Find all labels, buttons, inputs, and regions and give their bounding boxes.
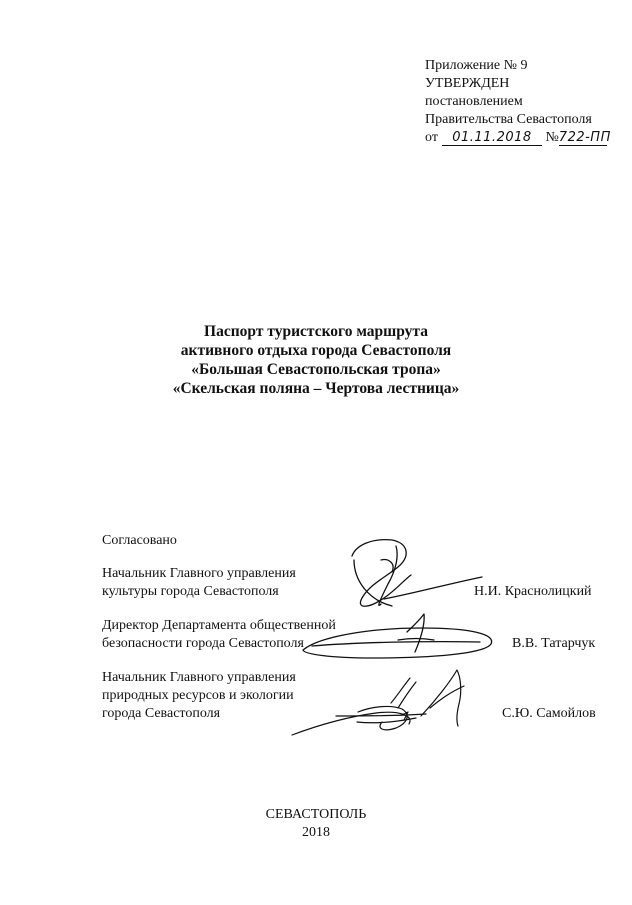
signer-position: Директор Департамента общественной безопасности города Севастополя xyxy=(102,618,336,651)
signer-ecology xyxy=(102,669,296,723)
title-line-4: «Скельская поляна – Чертова лестница» xyxy=(172,380,460,397)
approved-label: УТВЕРЖДЕН xyxy=(425,76,510,91)
signer-name-ecology: С.Ю. Самойлов xyxy=(502,706,596,721)
footer-year: 2018 xyxy=(302,825,330,840)
government-label: Правительства Севастополя xyxy=(425,112,592,127)
date-prefix: от xyxy=(425,130,438,145)
footer-city: СЕВАСТОПОЛЬ xyxy=(265,807,367,822)
title-line-3: «Большая Севастопольская тропа» xyxy=(191,361,441,378)
signer-name-security: В.В. Татарчук xyxy=(512,636,596,651)
resolution-date-line xyxy=(425,129,625,147)
number-prefix: № xyxy=(545,130,559,145)
signer-name-culture: Н.И. Краснолицкий xyxy=(474,584,592,599)
title-line-1: Паспорт туристского маршрута xyxy=(204,323,428,340)
resolution-label: постановлением xyxy=(425,94,523,109)
document-title xyxy=(0,322,632,398)
resolution-date: 01.11.2018 xyxy=(442,130,542,146)
signature-3-icon xyxy=(292,670,464,735)
signer-security xyxy=(102,617,336,653)
signer-position: Начальник Главного управления природных ресурсов и экологии города Севастополя xyxy=(102,670,296,721)
signer-position: Начальник Главного управления культуры города Севастополя xyxy=(102,566,296,599)
appendix-number: Приложение № 9 xyxy=(425,58,528,73)
resolution-number: 722-ПП xyxy=(558,130,611,145)
approval-stamp-block xyxy=(425,57,625,147)
signer-culture xyxy=(102,565,296,601)
title-line-2: активного отдыха города Севастополя xyxy=(180,342,452,359)
signature-1-icon xyxy=(352,540,482,607)
agreed-heading: Согласовано xyxy=(102,533,177,548)
